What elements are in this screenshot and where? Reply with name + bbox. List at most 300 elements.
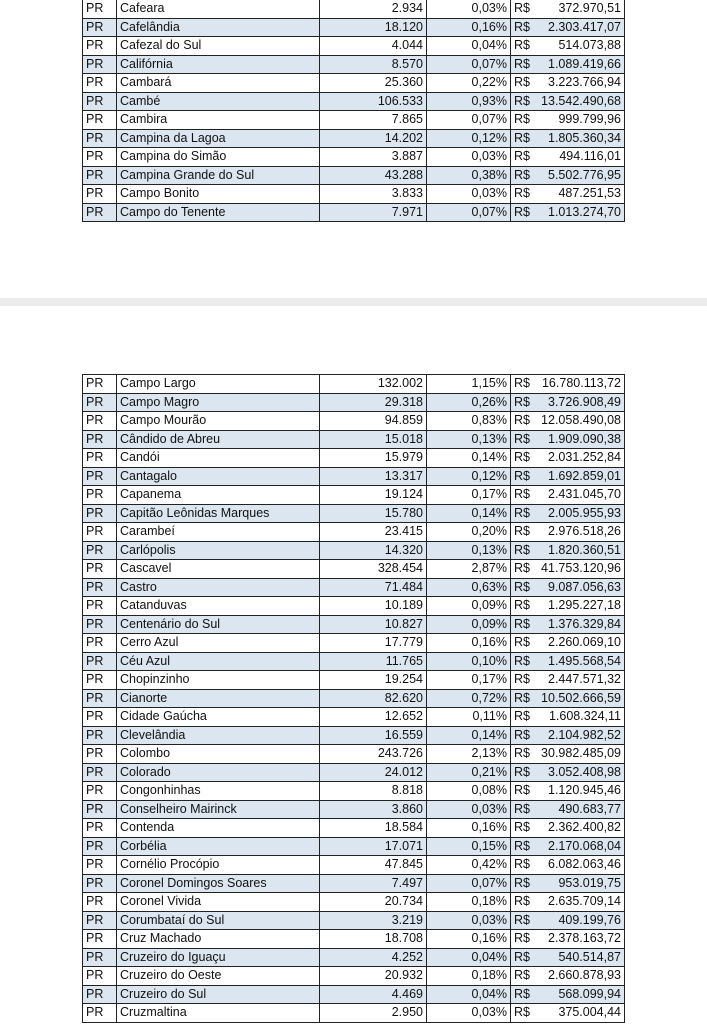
municipality-cell: Colombo	[117, 745, 320, 764]
table-row	[83, 486, 625, 505]
state-cell: PR	[83, 111, 117, 130]
state-cell: PR	[83, 782, 117, 801]
state-cell: PR	[83, 615, 117, 634]
currency-cell: R$	[511, 375, 531, 394]
amount-cell: 1.120.945,46	[531, 782, 625, 801]
amount-cell: 372.970,51	[531, 0, 625, 18]
municipality-cell: Cruzeiro do Iguaçu	[117, 948, 320, 967]
state-cell: PR	[83, 1004, 117, 1023]
municipality-cell: Cambira	[117, 111, 320, 130]
currency-cell: R$	[511, 166, 531, 185]
population-cell: 3.860	[320, 800, 427, 819]
municipality-cell: Campina da Lagoa	[117, 129, 320, 148]
amount-cell: 2.378.163,72	[531, 930, 625, 949]
percentage-cell: 0,07%	[427, 203, 511, 222]
municipality-cell: Catanduvas	[117, 597, 320, 616]
population-cell: 4.469	[320, 985, 427, 1004]
amount-cell: 514.073,88	[531, 37, 625, 56]
municipality-cell: Cianorte	[117, 689, 320, 708]
population-cell: 2.934	[320, 0, 427, 18]
municipality-cell: Califórnia	[117, 55, 320, 74]
table-row	[83, 541, 625, 560]
currency-cell: R$	[511, 1004, 531, 1023]
amount-cell: 1.909.090,38	[531, 430, 625, 449]
population-cell: 17.071	[320, 837, 427, 856]
currency-cell: R$	[511, 578, 531, 597]
municipality-cell: Cafezal do Sul	[117, 37, 320, 56]
currency-cell: R$	[511, 18, 531, 37]
percentage-cell: 0,18%	[427, 893, 511, 912]
currency-cell: R$	[511, 37, 531, 56]
percentage-cell: 0,12%	[427, 129, 511, 148]
population-cell: 82.620	[320, 689, 427, 708]
currency-cell: R$	[511, 930, 531, 949]
amount-cell: 10.502.666,59	[531, 689, 625, 708]
amount-cell: 16.780.113,72	[531, 375, 625, 394]
currency-cell: R$	[511, 763, 531, 782]
state-cell: PR	[83, 911, 117, 930]
state-cell: PR	[83, 985, 117, 1004]
municipality-cell: Contenda	[117, 819, 320, 838]
state-cell: PR	[83, 671, 117, 690]
table-row	[83, 0, 625, 18]
currency-cell: R$	[511, 430, 531, 449]
table-row	[83, 874, 625, 893]
currency-cell: R$	[511, 504, 531, 523]
table-row	[83, 967, 625, 986]
table-row	[83, 111, 625, 130]
population-cell: 94.859	[320, 412, 427, 431]
percentage-cell: 0,16%	[427, 18, 511, 37]
municipality-cell: Clevelândia	[117, 726, 320, 745]
amount-cell: 1.089.419,66	[531, 55, 625, 74]
municipality-cell: Centenário do Sul	[117, 615, 320, 634]
percentage-cell: 0,13%	[427, 541, 511, 560]
state-cell: PR	[83, 930, 117, 949]
table-row	[83, 74, 625, 93]
currency-cell: R$	[511, 148, 531, 167]
amount-cell: 2.660.878,93	[531, 967, 625, 986]
table-row	[83, 55, 625, 74]
table-row	[83, 185, 625, 204]
state-cell: PR	[83, 18, 117, 37]
percentage-cell: 0,16%	[427, 634, 511, 653]
percentage-cell: 0,20%	[427, 523, 511, 542]
population-cell: 7.971	[320, 203, 427, 222]
currency-cell: R$	[511, 652, 531, 671]
currency-cell: R$	[511, 523, 531, 542]
percentage-cell: 0,09%	[427, 615, 511, 634]
population-cell: 11.765	[320, 652, 427, 671]
page-separator	[0, 298, 707, 306]
amount-cell: 2.431.045,70	[531, 486, 625, 505]
table-row	[83, 948, 625, 967]
state-cell: PR	[83, 504, 117, 523]
population-cell: 243.726	[320, 745, 427, 764]
amount-cell: 2.447.571,32	[531, 671, 625, 690]
state-cell: PR	[83, 745, 117, 764]
state-cell: PR	[83, 37, 117, 56]
state-cell: PR	[83, 856, 117, 875]
amount-cell: 3.052.408,98	[531, 763, 625, 782]
percentage-cell: 0,03%	[427, 1004, 511, 1023]
state-cell: PR	[83, 800, 117, 819]
municipality-cell: Coronel Domingos Soares	[117, 874, 320, 893]
population-cell: 18.708	[320, 930, 427, 949]
percentage-cell: 0,07%	[427, 55, 511, 74]
percentage-cell: 0,16%	[427, 930, 511, 949]
amount-cell: 30.982.485,09	[531, 745, 625, 764]
amount-cell: 1.295.227,18	[531, 597, 625, 616]
amount-cell: 568.099,94	[531, 985, 625, 1004]
percentage-cell: 0,93%	[427, 92, 511, 111]
table-row	[83, 18, 625, 37]
amount-cell: 2.635.709,14	[531, 893, 625, 912]
percentage-cell: 0,72%	[427, 689, 511, 708]
percentage-cell: 0,17%	[427, 486, 511, 505]
amount-cell: 490.683,77	[531, 800, 625, 819]
table-row	[83, 782, 625, 801]
document-page-bottom	[0, 306, 707, 1024]
percentage-cell: 0,14%	[427, 504, 511, 523]
percentage-cell: 1,15%	[427, 375, 511, 394]
municipality-cell: Campina Grande do Sul	[117, 166, 320, 185]
population-cell: 2.950	[320, 1004, 427, 1023]
amount-cell: 487.251,53	[531, 185, 625, 204]
amount-cell: 1.608.324,11	[531, 708, 625, 727]
table-row	[83, 560, 625, 579]
municipality-cell: Cruzeiro do Oeste	[117, 967, 320, 986]
state-cell: PR	[83, 412, 117, 431]
state-cell: PR	[83, 148, 117, 167]
amount-cell: 1.820.360,51	[531, 541, 625, 560]
population-cell: 43.288	[320, 166, 427, 185]
document-page-top	[0, 0, 707, 298]
state-cell: PR	[83, 689, 117, 708]
currency-cell: R$	[511, 449, 531, 468]
currency-cell: R$	[511, 185, 531, 204]
amount-cell: 2.362.400,82	[531, 819, 625, 838]
state-cell: PR	[83, 541, 117, 560]
amount-cell: 999.799,96	[531, 111, 625, 130]
municipality-cell: Cruz Machado	[117, 930, 320, 949]
table-row	[83, 412, 625, 431]
state-cell: PR	[83, 560, 117, 579]
amount-cell: 1.692.859,01	[531, 467, 625, 486]
municipality-cell: Cascavel	[117, 560, 320, 579]
table-row	[83, 763, 625, 782]
amount-cell: 41.753.120,96	[531, 560, 625, 579]
state-cell: PR	[83, 486, 117, 505]
population-cell: 12.652	[320, 708, 427, 727]
currency-cell: R$	[511, 111, 531, 130]
state-cell: PR	[83, 92, 117, 111]
amount-cell: 2.260.069,10	[531, 634, 625, 653]
municipality-table-bottom	[82, 374, 625, 1023]
table-row	[83, 837, 625, 856]
percentage-cell: 0,14%	[427, 449, 511, 468]
currency-cell: R$	[511, 893, 531, 912]
table-row	[83, 726, 625, 745]
currency-cell: R$	[511, 541, 531, 560]
percentage-cell: 0,21%	[427, 763, 511, 782]
population-cell: 18.584	[320, 819, 427, 838]
state-cell: PR	[83, 430, 117, 449]
amount-cell: 1.376.329,84	[531, 615, 625, 634]
currency-cell: R$	[511, 708, 531, 727]
population-cell: 19.254	[320, 671, 427, 690]
state-cell: PR	[83, 449, 117, 468]
currency-cell: R$	[511, 92, 531, 111]
table-row	[83, 819, 625, 838]
currency-cell: R$	[511, 634, 531, 653]
table-row	[83, 911, 625, 930]
currency-cell: R$	[511, 800, 531, 819]
percentage-cell: 2,87%	[427, 560, 511, 579]
population-cell: 25.360	[320, 74, 427, 93]
amount-cell: 1.805.360,34	[531, 129, 625, 148]
state-cell: PR	[83, 523, 117, 542]
population-cell: 4.044	[320, 37, 427, 56]
municipality-cell: Cantagalo	[117, 467, 320, 486]
percentage-cell: 0,15%	[427, 837, 511, 856]
amount-cell: 2.031.252,84	[531, 449, 625, 468]
amount-cell: 2.303.417,07	[531, 18, 625, 37]
state-cell: PR	[83, 55, 117, 74]
table-row	[83, 148, 625, 167]
state-cell: PR	[83, 726, 117, 745]
population-cell: 24.012	[320, 763, 427, 782]
currency-cell: R$	[511, 745, 531, 764]
population-cell: 20.932	[320, 967, 427, 986]
amount-cell: 953.019,75	[531, 874, 625, 893]
population-cell: 47.845	[320, 856, 427, 875]
amount-cell: 5.502.776,95	[531, 166, 625, 185]
percentage-cell: 0,11%	[427, 708, 511, 727]
currency-cell: R$	[511, 0, 531, 18]
municipality-cell: Congonhinhas	[117, 782, 320, 801]
amount-cell: 1.013.274,70	[531, 203, 625, 222]
amount-cell: 375.004,44	[531, 1004, 625, 1023]
table-row	[83, 504, 625, 523]
state-cell: PR	[83, 375, 117, 394]
currency-cell: R$	[511, 911, 531, 930]
state-cell: PR	[83, 874, 117, 893]
currency-cell: R$	[511, 856, 531, 875]
population-cell: 18.120	[320, 18, 427, 37]
population-cell: 23.415	[320, 523, 427, 542]
table-row	[83, 800, 625, 819]
municipality-cell: Campina do Simão	[117, 148, 320, 167]
percentage-cell: 0,03%	[427, 148, 511, 167]
municipality-cell: Cruzeiro do Sul	[117, 985, 320, 1004]
percentage-cell: 0,12%	[427, 467, 511, 486]
municipality-cell: Campo Mourão	[117, 412, 320, 431]
currency-cell: R$	[511, 615, 531, 634]
percentage-cell: 0,13%	[427, 430, 511, 449]
state-cell: PR	[83, 893, 117, 912]
population-cell: 7.865	[320, 111, 427, 130]
amount-cell: 6.082.063,46	[531, 856, 625, 875]
currency-cell: R$	[511, 948, 531, 967]
currency-cell: R$	[511, 597, 531, 616]
percentage-cell: 0,16%	[427, 819, 511, 838]
percentage-cell: 2,13%	[427, 745, 511, 764]
table-row	[83, 930, 625, 949]
municipality-cell: Colorado	[117, 763, 320, 782]
municipality-cell: Cerro Azul	[117, 634, 320, 653]
currency-cell: R$	[511, 560, 531, 579]
amount-cell: 2.170.068,04	[531, 837, 625, 856]
population-cell: 14.320	[320, 541, 427, 560]
percentage-cell: 0,03%	[427, 800, 511, 819]
table-row	[83, 449, 625, 468]
percentage-cell: 0,10%	[427, 652, 511, 671]
table-row	[83, 129, 625, 148]
state-cell: PR	[83, 708, 117, 727]
population-cell: 15.979	[320, 449, 427, 468]
amount-cell: 2.976.518,26	[531, 523, 625, 542]
state-cell: PR	[83, 185, 117, 204]
municipality-cell: Cândido de Abreu	[117, 430, 320, 449]
table-row	[83, 689, 625, 708]
amount-cell: 409.199,76	[531, 911, 625, 930]
percentage-cell: 0,04%	[427, 985, 511, 1004]
municipality-cell: Cidade Gaúcha	[117, 708, 320, 727]
population-cell: 20.734	[320, 893, 427, 912]
municipality-cell: Chopinzinho	[117, 671, 320, 690]
currency-cell: R$	[511, 412, 531, 431]
table-row	[83, 393, 625, 412]
population-cell: 14.202	[320, 129, 427, 148]
percentage-cell: 0,26%	[427, 393, 511, 412]
currency-cell: R$	[511, 819, 531, 838]
table-row	[83, 745, 625, 764]
table-row	[83, 578, 625, 597]
municipality-cell: Cambará	[117, 74, 320, 93]
population-cell: 29.318	[320, 393, 427, 412]
municipality-cell: Cornélio Procópio	[117, 856, 320, 875]
table-row	[83, 1004, 625, 1023]
municipality-cell: Céu Azul	[117, 652, 320, 671]
percentage-cell: 0,83%	[427, 412, 511, 431]
table-row	[83, 523, 625, 542]
municipality-cell: Corumbataí do Sul	[117, 911, 320, 930]
amount-cell: 3.726.908,49	[531, 393, 625, 412]
municipality-cell: Campo Magro	[117, 393, 320, 412]
population-cell: 8.818	[320, 782, 427, 801]
population-cell: 132.002	[320, 375, 427, 394]
state-cell: PR	[83, 393, 117, 412]
state-cell: PR	[83, 578, 117, 597]
amount-cell: 12.058.490,08	[531, 412, 625, 431]
municipality-cell: Corbélia	[117, 837, 320, 856]
population-cell: 71.484	[320, 578, 427, 597]
currency-cell: R$	[511, 203, 531, 222]
amount-cell: 3.223.766,94	[531, 74, 625, 93]
percentage-cell: 0,04%	[427, 37, 511, 56]
population-cell: 4.252	[320, 948, 427, 967]
state-cell: PR	[83, 634, 117, 653]
population-cell: 10.189	[320, 597, 427, 616]
municipality-cell: Carambeí	[117, 523, 320, 542]
population-cell: 8.570	[320, 55, 427, 74]
municipality-cell: Capanema	[117, 486, 320, 505]
table-row	[83, 856, 625, 875]
municipality-table-top	[82, 0, 625, 222]
amount-cell: 2.104.982,52	[531, 726, 625, 745]
percentage-cell: 0,07%	[427, 874, 511, 893]
percentage-cell: 0,03%	[427, 0, 511, 18]
currency-cell: R$	[511, 874, 531, 893]
municipality-cell: Carlópolis	[117, 541, 320, 560]
state-cell: PR	[83, 597, 117, 616]
population-cell: 7.497	[320, 874, 427, 893]
state-cell: PR	[83, 166, 117, 185]
currency-cell: R$	[511, 689, 531, 708]
currency-cell: R$	[511, 985, 531, 1004]
population-cell: 10.827	[320, 615, 427, 634]
currency-cell: R$	[511, 486, 531, 505]
percentage-cell: 0,22%	[427, 74, 511, 93]
municipality-cell: Cafeara	[117, 0, 320, 18]
state-cell: PR	[83, 652, 117, 671]
percentage-cell: 0,09%	[427, 597, 511, 616]
currency-cell: R$	[511, 393, 531, 412]
percentage-cell: 0,17%	[427, 671, 511, 690]
percentage-cell: 0,14%	[427, 726, 511, 745]
table-row	[83, 597, 625, 616]
percentage-cell: 0,07%	[427, 111, 511, 130]
table-row	[83, 166, 625, 185]
table-row	[83, 615, 625, 634]
state-cell: PR	[83, 837, 117, 856]
percentage-cell: 0,08%	[427, 782, 511, 801]
percentage-cell: 0,38%	[427, 166, 511, 185]
population-cell: 328.454	[320, 560, 427, 579]
table-row	[83, 430, 625, 449]
population-cell: 15.780	[320, 504, 427, 523]
table-row	[83, 467, 625, 486]
amount-cell: 494.116,01	[531, 148, 625, 167]
state-cell: PR	[83, 467, 117, 486]
population-cell: 13.317	[320, 467, 427, 486]
state-cell: PR	[83, 763, 117, 782]
currency-cell: R$	[511, 967, 531, 986]
table-row	[83, 985, 625, 1004]
table-row	[83, 37, 625, 56]
amount-cell: 9.087.056,63	[531, 578, 625, 597]
percentage-cell: 0,63%	[427, 578, 511, 597]
municipality-cell: Castro	[117, 578, 320, 597]
currency-cell: R$	[511, 74, 531, 93]
table-row	[83, 375, 625, 394]
table-row	[83, 708, 625, 727]
state-cell: PR	[83, 948, 117, 967]
currency-cell: R$	[511, 129, 531, 148]
currency-cell: R$	[511, 837, 531, 856]
table-row	[83, 92, 625, 111]
municipality-cell: Campo Bonito	[117, 185, 320, 204]
population-cell: 15.018	[320, 430, 427, 449]
percentage-cell: 0,18%	[427, 967, 511, 986]
table-row	[83, 652, 625, 671]
percentage-cell: 0,03%	[427, 911, 511, 930]
amount-cell: 1.495.568,54	[531, 652, 625, 671]
population-cell: 16.559	[320, 726, 427, 745]
municipality-cell: Cafelândia	[117, 18, 320, 37]
state-cell: PR	[83, 0, 117, 18]
